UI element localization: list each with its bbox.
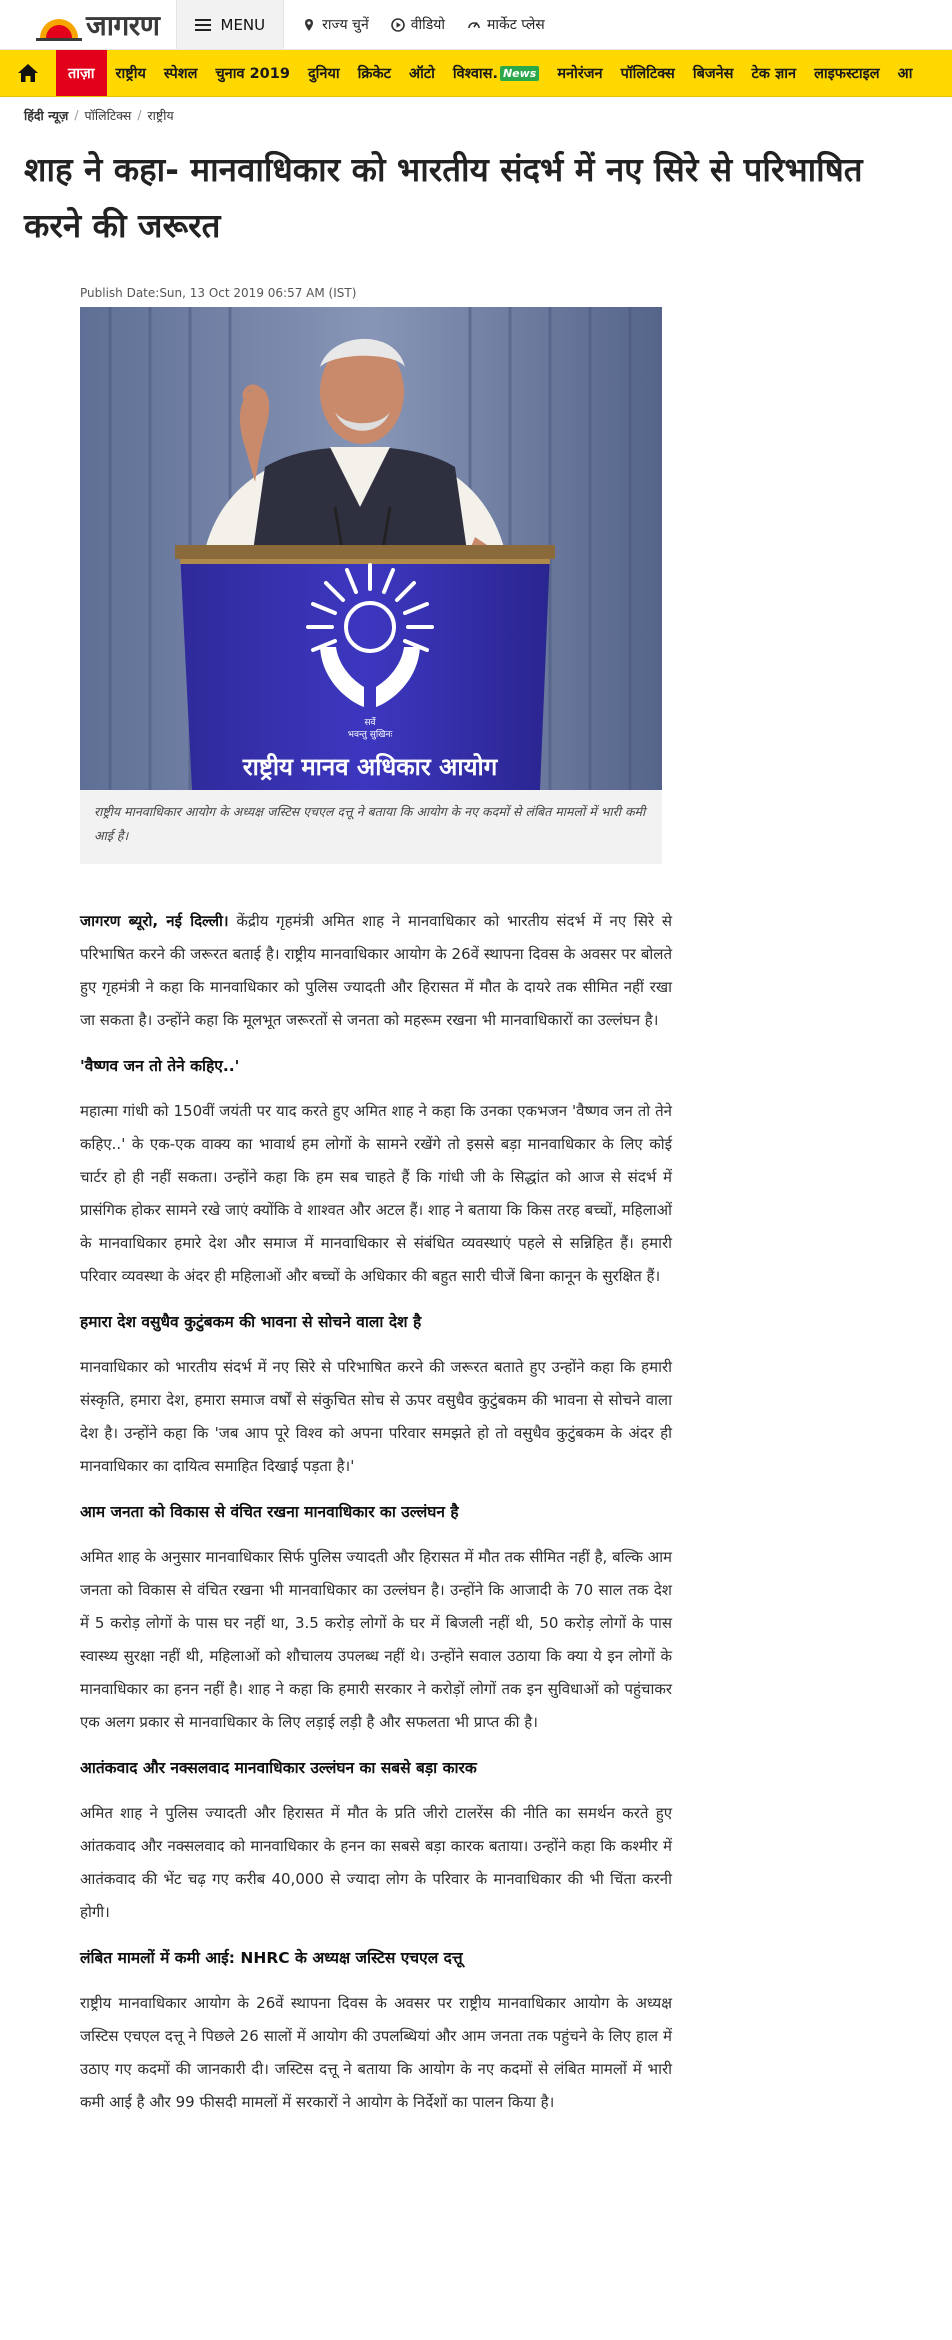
nav-item-politics[interactable]: पॉलिटिक्स	[620, 66, 675, 82]
nav-item-rashtriya[interactable]: राष्ट्रीय	[115, 66, 146, 82]
article-title: शाह ने कहा- मानवाधिकार को भारतीय संदर्भ में नए सिरे से परिभाषित करने की जरूरत	[24, 150, 863, 245]
article-figure	[80, 307, 662, 864]
menu-label: MENU	[220, 15, 266, 34]
nav-item-lifestyle[interactable]: लाइफस्टाइल	[814, 66, 880, 82]
video-label: वीडियो	[410, 17, 445, 33]
breadcrumb-rashtriya[interactable]: राष्ट्रीय	[147, 108, 174, 123]
nav-item-tech[interactable]: टेक ज्ञान	[751, 66, 797, 82]
section-heading-3: आम जनता को विकास से वंचित रखना मानवाधिकार का उल्लंघन है	[80, 1503, 459, 1521]
nav-item-special[interactable]: स्पेशल	[163, 66, 198, 82]
hamburger-icon	[195, 19, 211, 31]
section-heading-1: 'वैष्णव जन तो तेने कहिए..'	[80, 1057, 240, 1075]
nav-item-duniya[interactable]: दुनिया	[307, 66, 340, 82]
emblem-text-1: सर्वे	[364, 718, 376, 728]
play-circle-icon	[391, 18, 405, 32]
section-heading-5: लंबित मामलों में कमी आई: NHRC के अध्यक्ष जस्टिस एचएल दत्तू	[80, 1949, 463, 1967]
gauge-icon	[467, 18, 481, 32]
nav-item-more[interactable]: आ	[897, 66, 913, 82]
breadcrumb-politics[interactable]: पॉलिटिक्स	[84, 108, 132, 123]
breadcrumb-separator: /	[74, 107, 79, 122]
article-photo[interactable]	[80, 307, 662, 790]
breadcrumb-home[interactable]: हिंदी न्यूज़	[24, 108, 69, 123]
emblem-text-2: भवन्तु सुखिनः	[347, 730, 393, 740]
dateline: जागरण ब्यूरो, नई दिल्ली।	[80, 912, 229, 930]
nav-item-auto[interactable]: ऑटो	[408, 66, 435, 82]
nav-item-vishwas-news[interactable]	[444, 50, 549, 96]
site-logo[interactable]	[36, 0, 160, 49]
section-paragraph-1: महात्मा गांधी को 150वीं जयंती पर याद करते हुए अमित शाह ने कहा कि उनका एकभजन 'वैष्णव जन तो तेने कहिए..' के एक-एक वाक्य का भावार्थ हम लोगों के सामने रखेंगे तो इससे बड़ा मानवाधिकार के लिए कोई चार्टर हो ही नहीं सकता। उन्होंने कहा कि हम सब चाहते हैं कि गांधी जी के सिद्धांत को आज से संदर्भ में प्रासंगिक होकर सामने रखे जाएं क्योंकि वे शाश्वत और अटल हैं। शाह ने बताया कि किस तरह बच्चों, महिलाओं के मानवाधिकार हमारे देश और समाज में मानवाधिकार से संबंधित व्यवस्थाएं पहले से सन्निहित हैं। हमारी परिवार व्यवस्था के अंदर ही महिलाओं और बच्चों के अधिकार की बहुत सारी चीजें बिना कानून के सुरक्षित हैं।	[80, 1102, 672, 1285]
photo-caption: राष्ट्रीय मानवाधिकार आयोग के अध्यक्ष जस्टिस एचएल दत्तू ने बताया कि आयोग के नए कदमों से लंबित मामलों में भारी कमी आई है।	[80, 790, 662, 864]
top-header	[0, 0, 952, 50]
lead-paragraph	[80, 905, 672, 1037]
location-pin-icon	[302, 18, 316, 32]
menu-button[interactable]	[176, 0, 285, 49]
marketplace-link[interactable]	[467, 15, 545, 34]
article-body	[80, 905, 672, 2133]
home-button[interactable]	[0, 50, 56, 96]
section-paragraph-5: राष्ट्रीय मानवाधिकार आयोग के 26वें स्थापना दिवस के अवसर पर राष्ट्रीय मानवाधिकार आयोग के अध्यक्ष जस्टिस एचएल दत्तू ने पिछले 26 सालों में आयोग की उपलब्धियां और आम जनता तक पहुंचने के लिए हाल में उठाए गए कदमों की जानकारी दी। जस्टिस दत्तू ने बताया कि आयोग के नए कदमों से लंबित मामलों में भारी कमी आई है और 99 फीसदी मामलों में सरकारों ने आयोग के निर्देशों का पालन किया है।	[80, 1994, 672, 2111]
nav-item-manoranjan[interactable]: मनोरंजन	[557, 66, 603, 82]
section-paragraph-2: मानवाधिकार को भारतीय संदर्भ में नए सिरे से परिभाषित करने की जरूरत बताते हुए उन्होंने कहा कि हमारी संस्कृति, हमारा देश, हमारा समाज वर्षों से संकुचित सोच से ऊपर वसुधैव कुटुंबकम की भावना से सोचने वाला देश है। उन्होंने कहा कि 'जब आप पूरे विश्व को अपना परिवार समझते हो तो वसुधैव कुटुंबकम के अंदर ही मानवाधिकार का दायित्व समाहित दिखाई पड़ता है।'	[80, 1358, 672, 1475]
top-links	[302, 15, 545, 34]
lead-text: केंद्रीय गृहमंत्री अमित शाह ने मानवाधिकार को भारतीय संदर्भ में नए सिरे से परिभाषित करने की जरूरत बताई है। राष्ट्रीय मानवाधिकार आयोग के 26वें स्थापना दिवस के अवसर पर बोलते हुए गृहमंत्री ने कहा कि मानवाधिकार को पुलिस ज्यादती और हिरासत में मौत के दायरे तक सीमित नहीं रखा जा सकता है। उन्होंने कहा कि मूलभूत जरूरतों से जनता को महरूम रखना भी मानवाधिकारों का उल्लंघन है।	[80, 912, 672, 1029]
nav-item-cricket[interactable]: क्रिकेट	[357, 66, 391, 82]
state-select-label: राज्य चुनें	[322, 17, 369, 33]
podium-label: राष्ट्रीय मानव अधिकार आयोग	[242, 753, 498, 781]
breadcrumb-separator: /	[137, 107, 142, 122]
state-select-link[interactable]	[302, 15, 369, 34]
section-paragraph-4: अमित शाह ने पुलिस ज्यादती और हिरासत में मौत के प्रति जीरो टालरेंस की नीति का समर्थन करते हुए आंतकवाद और नक्सलवाद को मानवाधिकार के हनन का सबसे बड़ा कारक बताया। उन्होंने कहा कि कश्मीर में आतंकवाद की भेंट चढ़ गए करीब 40,000 से ज्यादा लोग के परिवार के मानवाधिकार की भी चिंता करनी होगी।	[80, 1804, 672, 1921]
section-paragraph-3: अमित शाह के अनुसार मानवाधिकार सिर्फ पुलिस ज्यादती और हिरासत में मौत तक सीमित नहीं है, बल्कि आम जनता को विकास से वंचित रखना भी मानवाधिकार का उल्लंघन है। उन्होंने कि आजादी के 70 साल तक देश में 5 करोड़ लोगों के पास घर नहीं था, 3.5 करोड़ लोगों के घर में बिजली नहीं थी, 50 करोड़ लोगों के पास स्वास्थ्य सुरक्षा नहीं थी, महिलाओं को शौचालय उपलब्ध नहीं थे। उन्होंने सवाल उठाया कि क्या ये इन लोगों के मानवाधिकार का हनन नहीं है। शाह ने कहा कि हमारी सरकार ने करोड़ों लोगों तक इन सुविधाओं को पहुंचाकर एक अलग प्रकार से मानवाधिकार के लिए लड़ाई लड़ी है और सफलता भी प्राप्त की है।	[80, 1548, 672, 1731]
nav-item-business[interactable]: बिजनेस	[692, 66, 734, 82]
sun-logo-icon	[36, 8, 82, 42]
vishwas-label: विश्वास.	[452, 66, 498, 82]
marketplace-label: मार्केट प्लेस	[487, 17, 545, 33]
video-link[interactable]	[391, 15, 445, 34]
home-icon	[17, 63, 39, 83]
nav-item-chunav[interactable]: चुनाव 2019	[215, 66, 290, 82]
section-heading-4: आतंकवाद और नक्सलवाद मानवाधिकार उल्लंघन का सबसे बड़ा कारक	[80, 1759, 477, 1777]
nav-item-taza[interactable]: ताज़ा	[56, 50, 107, 96]
logo-text: जागरण	[86, 8, 160, 42]
breadcrumb	[0, 97, 952, 124]
news-badge: News	[500, 66, 539, 81]
publish-date: Publish Date:Sun, 13 Oct 2019 06:57 AM (IST)	[80, 286, 660, 309]
category-nav	[0, 50, 952, 97]
section-heading-2: हमारा देश वसुधैव कुटुंबकम की भावना से सोचने वाला देश है	[80, 1313, 422, 1331]
